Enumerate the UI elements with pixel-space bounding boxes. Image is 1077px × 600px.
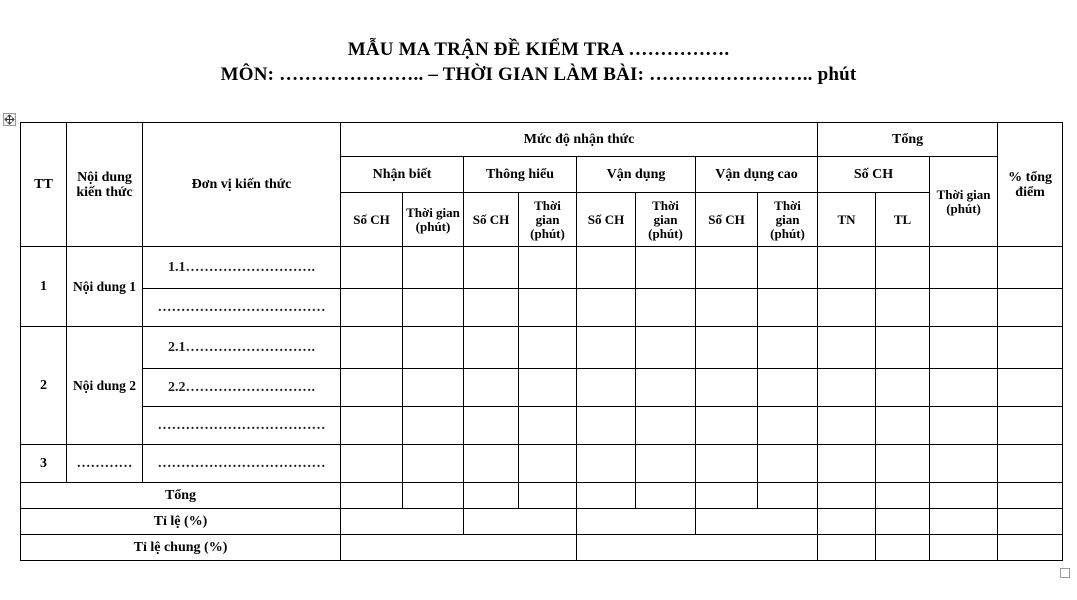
header-van-dung-cao-thoi-gian: Thời gian (phút) [758,193,818,247]
cell-nhan-biet-thoi-gian[interactable] [403,289,464,327]
cell-van-dung-cao-so-ch[interactable] [696,369,758,407]
cell-nhan-biet-thoi-gian[interactable] [403,327,464,369]
summary-label-ti-le-chung: Tỉ lệ chung (%) [21,535,341,561]
cell-van-dung-cao-thoi-gian[interactable] [758,289,818,327]
cell-tong-thoi-gian[interactable] [930,407,998,445]
page-title [0,0,1077,87]
summary-thong-hieu-so-ch[interactable] [464,483,519,509]
header-tong-tl: TL [876,193,930,247]
row-noi-dung[interactable]: Nội dung 2 [67,327,143,445]
cell-van-dung-thoi-gian[interactable] [636,289,696,327]
cell-van-dung-thoi-gian[interactable] [636,327,696,369]
summary-tong-tl[interactable] [876,483,930,509]
cell-van-dung-cao-thoi-gian[interactable] [758,327,818,369]
cell-tong-tl[interactable] [876,445,930,483]
summary-ti-le-tn[interactable] [818,509,876,535]
cell-tong-tl[interactable] [876,289,930,327]
header-thong-hieu-thoi-gian: Thời gian (phút) [519,193,577,247]
cell-van-dung-so-ch[interactable] [577,289,636,327]
cell-van-dung-thoi-gian[interactable] [636,407,696,445]
summary-label-tong: Tổng [21,483,341,509]
cell-phan-tram-tong-diem[interactable] [998,407,1063,445]
cell-nhan-biet-thoi-gian[interactable] [403,247,464,289]
cell-tong-thoi-gian[interactable] [930,445,998,483]
header-tt: TT [21,123,67,247]
row-don-vi[interactable]: ……………………………… [143,289,341,327]
summary-van-dung-cao-thoi-gian[interactable] [758,483,818,509]
header-phan-tram-tong-diem: % tổng điểm [998,123,1063,247]
cell-tong-thoi-gian[interactable] [930,289,998,327]
table-row [21,247,1063,289]
cell-van-dung-cao-so-ch[interactable] [696,407,758,445]
header-tong: Tổng [818,123,998,157]
cell-phan-tram-tong-diem[interactable] [998,289,1063,327]
header-level-nhan-biet: Nhận biết [341,157,464,193]
cell-tong-tl[interactable] [876,369,930,407]
row-tt[interactable]: 2 [21,327,67,445]
summary-tong-thoi-gian[interactable] [930,483,998,509]
cell-tong-tn[interactable] [818,369,876,407]
cell-tong-thoi-gian[interactable] [930,327,998,369]
cell-tong-tn[interactable] [818,407,876,445]
cell-thong-hieu-thoi-gian[interactable] [519,327,577,369]
summary-ti-le-van-dung[interactable] [577,509,696,535]
summary-van-dung-so-ch[interactable] [577,483,636,509]
row-tt[interactable]: 3 [21,445,67,483]
summary-row-ti-le [21,509,1063,535]
summary-ti-le-nhan-biet[interactable] [341,509,464,535]
cell-nhan-biet-so-ch[interactable] [341,289,403,327]
cell-van-dung-cao-so-ch[interactable] [696,445,758,483]
summary-ti-le-chung-tn[interactable] [818,535,876,561]
summary-nhan-biet-thoi-gian[interactable] [403,483,464,509]
summary-ti-le-chung-tl[interactable] [876,535,930,561]
cell-tong-thoi-gian[interactable] [930,247,998,289]
cell-van-dung-so-ch[interactable] [577,327,636,369]
cell-thong-hieu-thoi-gian[interactable] [519,369,577,407]
header-thong-hieu-so-ch: Số CH [464,193,519,247]
cell-nhan-biet-so-ch[interactable] [341,247,403,289]
table-move-handle-icon[interactable] [3,113,16,126]
header-muc-do-nhan-thuc: Mức độ nhận thức [341,123,818,157]
cell-tong-tl[interactable] [876,327,930,369]
summary-ti-le-thoi-gian[interactable] [930,509,998,535]
cell-thong-hieu-thoi-gian[interactable] [519,247,577,289]
cell-van-dung-cao-so-ch[interactable] [696,289,758,327]
summary-phan-tram-tong-diem[interactable] [998,483,1063,509]
cell-tong-tn[interactable] [818,445,876,483]
table-row [21,327,1063,369]
cell-van-dung-cao-thoi-gian[interactable] [758,247,818,289]
header-row-1 [21,123,1063,157]
cell-nhan-biet-thoi-gian[interactable] [403,445,464,483]
row-noi-dung[interactable]: Nội dung 1 [67,247,143,327]
cell-tong-tl[interactable] [876,407,930,445]
cell-tong-tl[interactable] [876,247,930,289]
cell-nhan-biet-so-ch[interactable] [341,407,403,445]
cell-tong-tn[interactable] [818,327,876,369]
cell-phan-tram-tong-diem[interactable] [998,247,1063,289]
cell-nhan-biet-thoi-gian[interactable] [403,369,464,407]
row-noi-dung[interactable]: ………… [67,445,143,483]
cell-van-dung-cao-thoi-gian[interactable] [758,407,818,445]
summary-ti-le-tl[interactable] [876,509,930,535]
cell-van-dung-cao-thoi-gian[interactable] [758,369,818,407]
cell-thong-hieu-thoi-gian[interactable] [519,407,577,445]
summary-van-dung-thoi-gian[interactable] [636,483,696,509]
summary-ti-le-chung-nhom-2[interactable] [577,535,818,561]
exam-matrix-table [20,122,1063,561]
header-van-dung-cao-so-ch: Số CH [696,193,758,247]
exam-matrix-table-container [20,122,1062,561]
cell-thong-hieu-so-ch[interactable] [464,327,519,369]
header-level-thong-hieu: Thông hiểu [464,157,577,193]
cell-thong-hieu-so-ch[interactable] [464,289,519,327]
summary-ti-le-phan-tram-tong-diem[interactable] [998,509,1063,535]
table-row [21,369,1063,407]
table-row [21,445,1063,483]
title-line-2: MÔN: ………………….. – THỜI GIAN LÀM BÀI: …………………….. phút [220,64,857,85]
cell-thong-hieu-so-ch[interactable] [464,407,519,445]
summary-nhan-biet-so-ch[interactable] [341,483,403,509]
summary-label-ti-le: Tỉ lệ (%) [21,509,341,535]
header-nhan-biet-so-ch: Số CH [341,193,403,247]
header-don-vi-kien-thuc: Đơn vị kiến thức [143,123,341,247]
cell-van-dung-cao-thoi-gian[interactable] [758,445,818,483]
cell-van-dung-so-ch[interactable] [577,407,636,445]
cell-thong-hieu-thoi-gian[interactable] [519,289,577,327]
cell-tong-thoi-gian[interactable] [930,369,998,407]
row-don-vi[interactable]: 2.2………………………. [143,369,341,407]
cell-van-dung-thoi-gian[interactable] [636,369,696,407]
table-row [21,289,1063,327]
summary-row-ti-le-chung [21,535,1063,561]
header-level-van-dung-cao: Vận dụng cao [696,157,818,193]
cell-thong-hieu-so-ch[interactable] [464,369,519,407]
header-tong-tn: TN [818,193,876,247]
cell-nhan-biet-so-ch[interactable] [341,327,403,369]
cell-van-dung-thoi-gian[interactable] [636,445,696,483]
cell-tong-tn[interactable] [818,247,876,289]
header-tong-thoi-gian: Thời gian (phút) [930,157,998,247]
title-line-1: MẪU MA TRẬN ĐỀ KIỂM TRA ……………. [347,39,730,60]
row-don-vi[interactable]: ……………………………… [143,407,341,445]
summary-thong-hieu-thoi-gian[interactable] [519,483,577,509]
summary-van-dung-cao-so-ch[interactable] [696,483,758,509]
header-noi-dung-kien-thuc: Nội dung kiến thức [67,123,143,247]
summary-ti-le-chung-nhom-1[interactable] [341,535,577,561]
cell-phan-tram-tong-diem[interactable] [998,445,1063,483]
row-tt[interactable]: 1 [21,247,67,327]
cell-thong-hieu-so-ch[interactable] [464,247,519,289]
summary-row-tong [21,483,1063,509]
cell-nhan-biet-so-ch[interactable] [341,369,403,407]
cell-van-dung-so-ch[interactable] [577,369,636,407]
header-nhan-biet-thoi-gian: Thời gian (phút) [403,193,464,247]
cell-van-dung-cao-so-ch[interactable] [696,327,758,369]
cell-phan-tram-tong-diem[interactable] [998,327,1063,369]
cell-thong-hieu-so-ch[interactable] [464,445,519,483]
summary-ti-le-chung-phan-tram[interactable] [998,535,1063,561]
cell-tong-tn[interactable] [818,289,876,327]
row-don-vi[interactable]: 2.1………………………. [143,327,341,369]
cell-thong-hieu-thoi-gian[interactable] [519,445,577,483]
summary-ti-le-thong-hieu[interactable] [464,509,577,535]
table-resize-handle-icon[interactable] [1060,568,1070,578]
cell-van-dung-so-ch[interactable] [577,445,636,483]
row-don-vi[interactable]: ……………………………… [143,445,341,483]
cell-van-dung-so-ch[interactable] [577,247,636,289]
summary-ti-le-van-dung-cao[interactable] [696,509,818,535]
cell-van-dung-thoi-gian[interactable] [636,247,696,289]
table-row [21,407,1063,445]
cell-nhan-biet-thoi-gian[interactable] [403,407,464,445]
summary-ti-le-chung-thoi-gian[interactable] [930,535,998,561]
header-level-van-dung: Vận dụng [577,157,696,193]
header-tong-so-ch: Số CH [818,157,930,193]
row-don-vi[interactable]: 1.1………………………. [143,247,341,289]
header-van-dung-so-ch: Số CH [577,193,636,247]
cell-phan-tram-tong-diem[interactable] [998,369,1063,407]
header-van-dung-thoi-gian: Thời gian (phút) [636,193,696,247]
cell-van-dung-cao-so-ch[interactable] [696,247,758,289]
summary-tong-tn[interactable] [818,483,876,509]
cell-nhan-biet-so-ch[interactable] [341,445,403,483]
